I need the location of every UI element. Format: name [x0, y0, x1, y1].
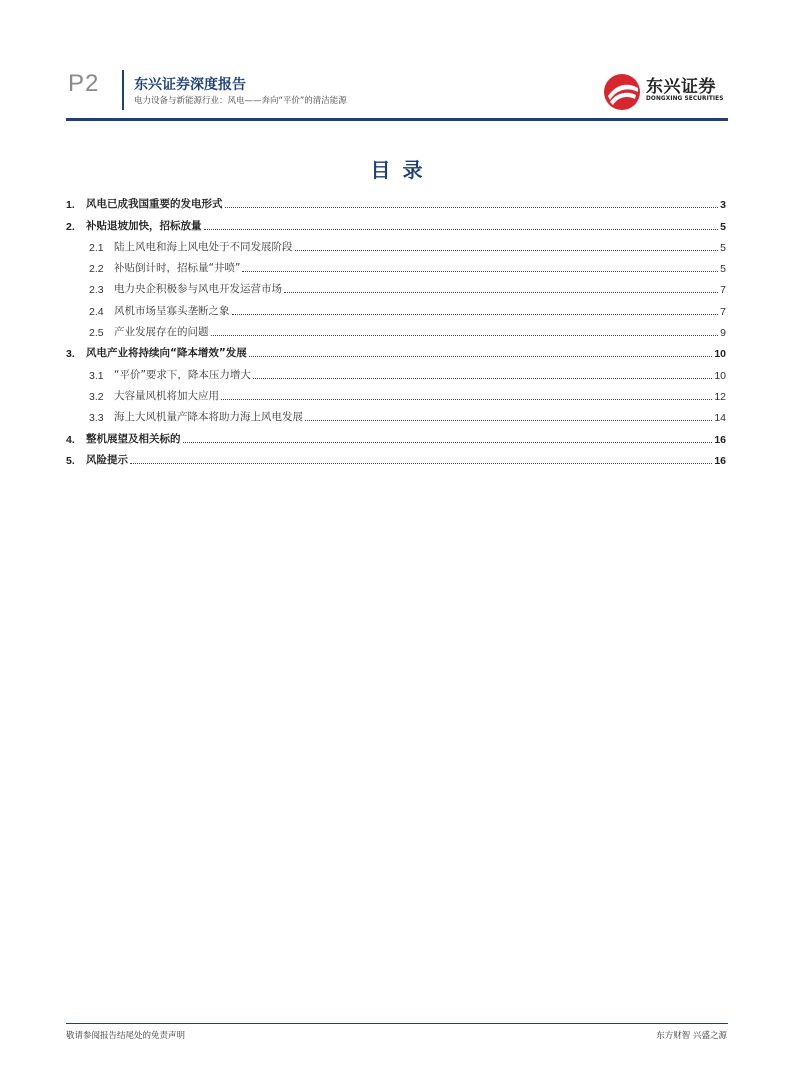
toc-entry-page: 3 — [720, 199, 726, 212]
logo-text-en: DONGXING SECURITIES — [646, 96, 724, 102]
footer-rule — [66, 1023, 728, 1024]
toc-entry-number: 2. — [66, 220, 75, 233]
toc-entry-number: 2.5 — [89, 327, 104, 340]
toc-entry-label: 风电已成我国重要的发电形式 — [86, 198, 223, 211]
toc-entry-page: 7 — [720, 284, 726, 297]
report-subtitle: 电力设备与新能源行业：风电——奔向“平价”的清洁能源 — [134, 96, 347, 106]
toc-leader-dots — [305, 420, 712, 421]
toc-entry[interactable] — [66, 339, 726, 360]
toc-entry-number: 3.2 — [89, 390, 104, 403]
toc-entry-page: 16 — [714, 454, 726, 467]
toc-entry-number: 3.1 — [89, 369, 104, 382]
toc-entry-page: 12 — [714, 390, 726, 403]
report-title: 东兴证券深度报告 — [134, 77, 246, 93]
header-rule — [66, 118, 728, 121]
toc-leader-dots — [225, 207, 719, 208]
footer-disclaimer: 敬请参阅报告结尾处的免责声明 — [66, 1031, 186, 1041]
toc-entry-label: 产业发展存在的问题 — [114, 326, 209, 339]
toc-entry[interactable] — [66, 190, 726, 211]
page-number: P2 — [68, 70, 100, 97]
toc-entry-page: 14 — [714, 412, 726, 425]
toc-entry-number: 1. — [66, 199, 75, 212]
toc-entry[interactable] — [66, 424, 726, 445]
toc-entry-label: 风险提示 — [86, 453, 128, 466]
toc-heading: 目录 — [370, 158, 435, 182]
toc-leader-dots — [183, 442, 713, 443]
logo-emblem-icon — [602, 72, 642, 112]
header-separator — [122, 70, 124, 110]
toc-entry-label: 陆上风电和海上风电处于不同发展阶段 — [114, 240, 293, 253]
company-logo — [602, 72, 730, 112]
toc-entry-page: 7 — [720, 305, 726, 318]
toc-entry-label: “平价”要求下，降本压力增大 — [114, 368, 251, 381]
toc-entry-page: 10 — [714, 348, 726, 361]
toc-leader-dots — [221, 399, 712, 400]
toc-entry[interactable] — [66, 275, 726, 296]
toc-entry-label: 风机市场呈寡头垄断之象 — [114, 304, 230, 317]
toc-entry-label: 补贴退坡加快，招标放量 — [86, 219, 202, 232]
toc-entry-number: 2.2 — [89, 263, 104, 276]
toc-leader-dots — [253, 378, 712, 379]
toc-entry[interactable] — [66, 296, 726, 317]
toc-entry[interactable] — [66, 211, 726, 232]
toc-entry-page: 10 — [714, 369, 726, 382]
toc-leader-dots — [284, 292, 718, 293]
toc-entry-page: 5 — [720, 241, 726, 254]
toc-entry-label: 海上大风机量产降本将助力海上风电发展 — [114, 411, 303, 424]
toc-entry-label: 大容量风机将加大应用 — [114, 389, 219, 402]
toc-entry-label: 风电产业将持续向“降本增效”发展 — [86, 347, 247, 360]
toc-leader-dots — [242, 271, 718, 272]
toc-entry[interactable] — [66, 318, 726, 339]
toc-entry-number: 5. — [66, 454, 75, 467]
toc-entry-number: 3. — [66, 348, 75, 361]
toc-entry-number: 2.1 — [89, 241, 104, 254]
toc-entry-number: 3.3 — [89, 412, 104, 425]
toc-entry-page: 16 — [714, 433, 726, 446]
toc-leader-dots — [130, 463, 712, 464]
toc-entry[interactable] — [66, 360, 726, 381]
toc-entry[interactable] — [66, 403, 726, 424]
footer-slogan: 东方财智 兴盛之源 — [656, 1031, 727, 1041]
toc-leader-dots — [295, 250, 719, 251]
table-of-contents — [66, 190, 726, 467]
toc-entry-label: 补贴倒计时，招标量“井喷” — [114, 262, 241, 275]
toc-entry-number: 2.3 — [89, 284, 104, 297]
toc-entry-page: 9 — [720, 327, 726, 340]
toc-entry[interactable] — [66, 382, 726, 403]
toc-entry-page: 5 — [720, 263, 726, 276]
toc-entry-number: 4. — [66, 433, 75, 446]
toc-leader-dots — [249, 356, 713, 357]
toc-entry-number: 2.4 — [89, 305, 104, 318]
toc-entry-label: 整机展望及相关标的 — [86, 432, 181, 445]
toc-entry-page: 5 — [720, 220, 726, 233]
toc-leader-dots — [232, 314, 719, 315]
logo-text-cn: 东兴证券 — [646, 77, 716, 97]
toc-leader-dots — [204, 229, 719, 230]
toc-entry[interactable] — [66, 254, 726, 275]
toc-entry[interactable] — [66, 233, 726, 254]
toc-entry-label: 电力央企积极参与风电开发运营市场 — [114, 283, 282, 296]
toc-leader-dots — [211, 335, 719, 336]
toc-entry[interactable] — [66, 446, 726, 467]
